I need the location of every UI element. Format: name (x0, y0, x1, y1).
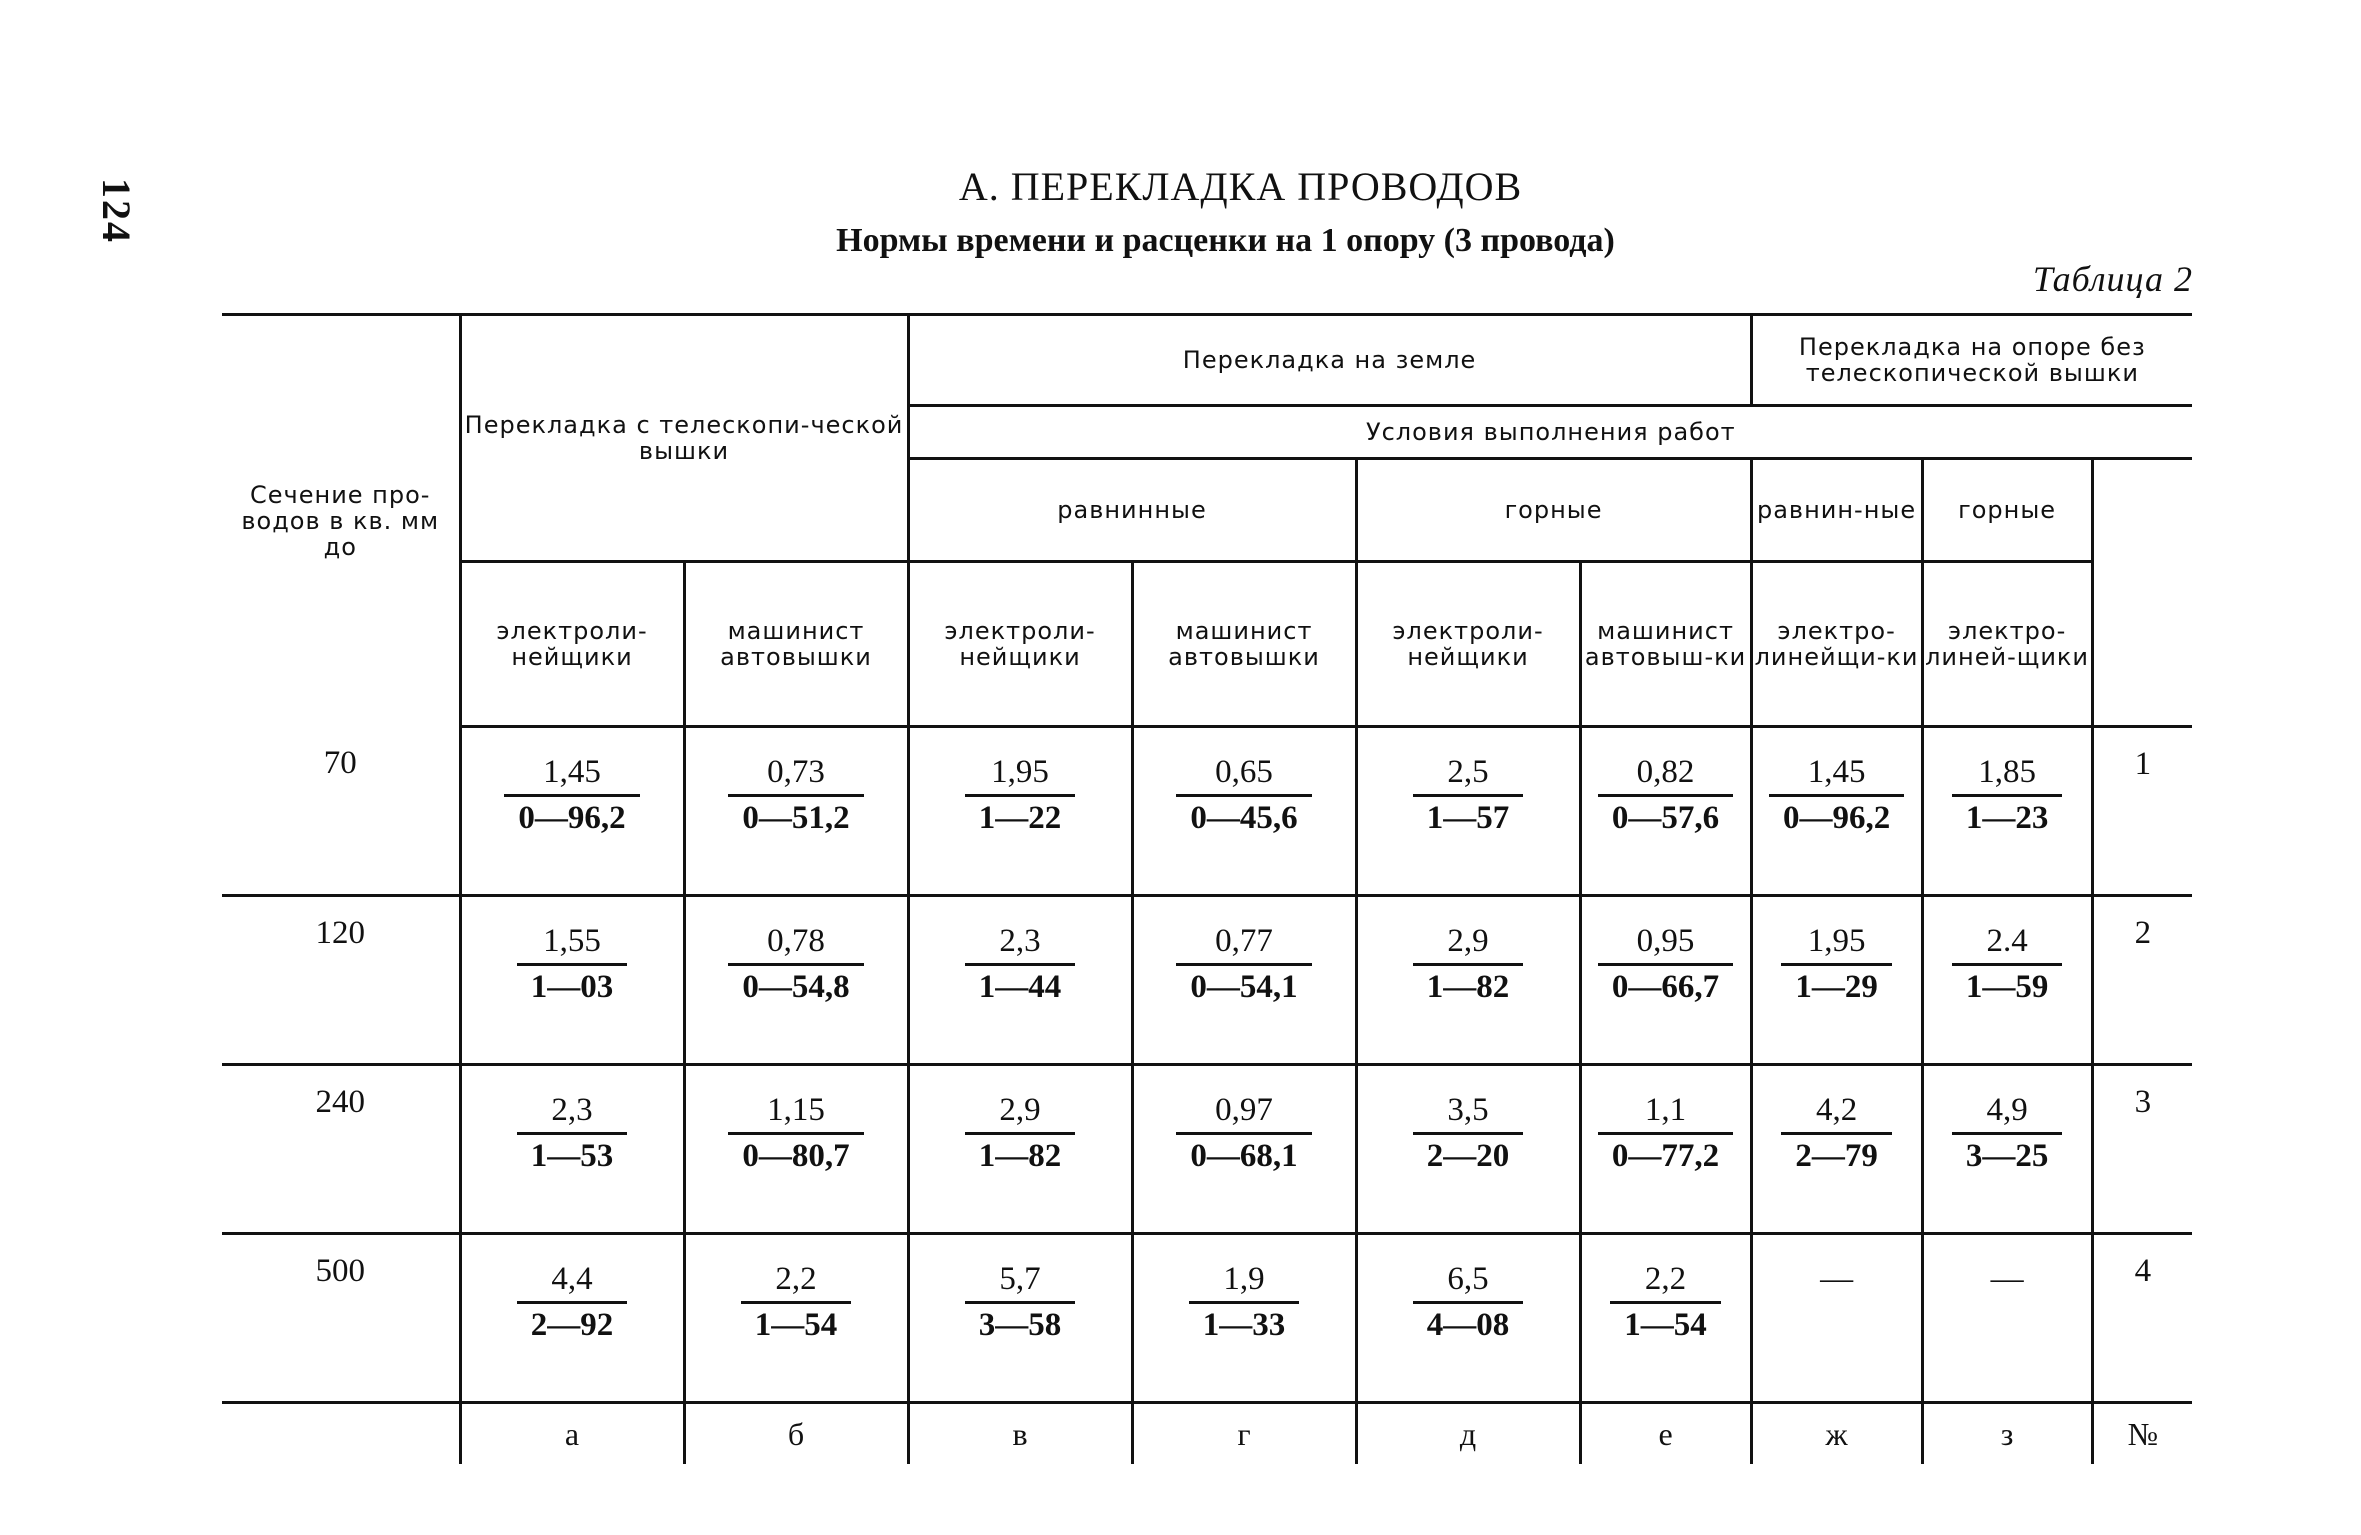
norm-cell (908, 896, 1132, 1065)
column-letter: б (684, 1403, 908, 1465)
norm-value: 1,9 (1189, 1261, 1300, 1304)
telescopic-group-header: Перекладка с телескопи-ческой вышки (460, 315, 908, 562)
rate-value: 1—44 (978, 968, 1062, 1005)
pole-flat-header: равнин-ные (1751, 459, 1922, 562)
norm-cell (684, 727, 908, 896)
row-number: 3 (2092, 1065, 2192, 1234)
norm-value: 0,77 (1176, 923, 1311, 966)
norm-cell (684, 896, 908, 1065)
norm-value: 1,1 (1598, 1092, 1733, 1135)
section-value: 500 (222, 1234, 460, 1403)
profession-header: машинист автовышки (1132, 562, 1356, 727)
rate-value: 0—96,2 (518, 799, 626, 836)
rate-value: 1—53 (530, 1137, 614, 1174)
norm-value: 0,97 (1176, 1092, 1311, 1135)
rate-value: 1—03 (530, 968, 614, 1005)
section-value: 120 (222, 896, 460, 1065)
table-subtitle: Нормы времени и расценки на 1 опору (3 провода) (836, 222, 1615, 259)
rate-value: 1—29 (1795, 968, 1878, 1005)
norm-value: 2,3 (517, 1092, 628, 1135)
norm-value: 4,2 (1781, 1092, 1892, 1135)
norm-cell (684, 1065, 908, 1234)
rate-value: 2—79 (1795, 1137, 1878, 1174)
rate-value: 1—22 (978, 799, 1062, 836)
rate-value: 2—92 (530, 1306, 614, 1343)
norm-value: 0,82 (1598, 754, 1733, 797)
norm-value: 2,5 (1413, 754, 1524, 797)
norm-value: 2,9 (1413, 923, 1524, 966)
profession-header: электро-линей-щики (1922, 562, 2092, 727)
ground-flat-header: равнинные (908, 459, 1356, 562)
norm-value: 1,95 (1781, 923, 1892, 966)
norm-cell (684, 1234, 908, 1403)
row-number: 4 (2092, 1234, 2192, 1403)
rate-value: 3—25 (1965, 1137, 2049, 1174)
norm-cell (1751, 1065, 1922, 1234)
norm-cell (1751, 896, 1922, 1065)
column-letter: е (1580, 1403, 1751, 1465)
norm-value: 0,73 (728, 754, 863, 797)
norm-cell (460, 727, 684, 896)
rate-value: 1—23 (1965, 799, 2049, 836)
norm-value: 0,78 (728, 923, 863, 966)
row-number: 2 (2092, 896, 2192, 1065)
rate-value: 1—54 (1624, 1306, 1707, 1343)
norm-cell (908, 727, 1132, 896)
norm-value: 1,85 (1952, 754, 2063, 797)
norm-cell (1922, 727, 2092, 896)
norm-value: 1,45 (1769, 754, 1904, 797)
rate-value: 1—33 (1202, 1306, 1286, 1343)
table-label: Таблица 2 (2032, 259, 2193, 299)
empty-value-dash: — (1751, 1234, 1922, 1403)
column-letters-row (222, 1403, 2192, 1465)
norm-value: 2,2 (741, 1261, 852, 1304)
profession-header: машинист автовышки (684, 562, 908, 727)
norm-value: 1,95 (965, 754, 1076, 797)
profession-header: электро-линейщи-ки (1751, 562, 1922, 727)
norm-value: 2.4 (1952, 923, 2063, 966)
norm-cell (1922, 1065, 2092, 1234)
page-number: 124 (94, 178, 139, 244)
empty-value-dash: — (1922, 1234, 2092, 1403)
profession-header: машинист автовыш-ки (1580, 562, 1751, 727)
letter-spacer (222, 1403, 460, 1465)
norm-cell (1132, 896, 1356, 1065)
norm-value: 1,45 (504, 754, 639, 797)
norm-cell (1356, 1065, 1580, 1234)
norm-value: 2,2 (1610, 1261, 1721, 1304)
norm-value: 6,5 (1413, 1261, 1524, 1304)
column-letter: а (460, 1403, 684, 1465)
norm-cell (460, 896, 684, 1065)
rate-value: 0—57,6 (1611, 799, 1720, 836)
table-row (222, 1065, 2192, 1234)
table-row (222, 1234, 2192, 1403)
norm-cell (908, 1234, 1132, 1403)
number-column-header (2092, 459, 2192, 727)
norm-cell (1356, 1234, 1580, 1403)
section-value: 70 (323, 744, 357, 781)
rate-value: 0—54,8 (742, 968, 850, 1005)
norm-cell (1132, 1065, 1356, 1234)
norm-value: 4,9 (1952, 1092, 2063, 1135)
conditions-header: Условия выполнения работ (908, 406, 2192, 459)
rate-value: 1—57 (1426, 799, 1510, 836)
norm-cell (1580, 896, 1751, 1065)
rate-value: 1—59 (1965, 968, 2049, 1005)
rate-value: 0—80,7 (742, 1137, 850, 1174)
norm-value: 3,5 (1413, 1092, 1524, 1135)
norm-cell (1132, 1234, 1356, 1403)
profession-header: электроли-нейщики (1356, 562, 1580, 727)
norm-cell (1580, 1234, 1751, 1403)
ground-mountain-header: горные (1356, 459, 1751, 562)
column-letter: д (1356, 1403, 1580, 1465)
pole-mountain-header: горные (1922, 459, 2092, 562)
norms-table (222, 313, 2192, 1464)
ground-group-header: Перекладка на земле (908, 315, 1751, 406)
rate-value: 0—77,2 (1611, 1137, 1720, 1174)
norm-cell (460, 1234, 684, 1403)
profession-header: электроли-нейщики (908, 562, 1132, 727)
norm-cell (1356, 896, 1580, 1065)
norm-cell (1751, 727, 1922, 896)
rate-value: 2—20 (1426, 1137, 1510, 1174)
table-row (222, 727, 2192, 896)
column-letter: г (1132, 1403, 1356, 1465)
norm-value: 1,15 (728, 1092, 863, 1135)
table-row (222, 896, 2192, 1065)
rate-value: 3—58 (978, 1306, 1062, 1343)
norm-cell (460, 1065, 684, 1234)
norm-value: 2,3 (965, 923, 1076, 966)
rate-value: 0—54,1 (1190, 968, 1298, 1005)
norm-value: 2,9 (965, 1092, 1076, 1135)
section-column-header: Сечение про-водов в кв. мм до (222, 315, 460, 727)
column-letter: ж (1751, 1403, 1922, 1465)
norm-cell (1580, 1065, 1751, 1234)
profession-header: электроли-нейщики (460, 562, 684, 727)
norm-cell (908, 1065, 1132, 1234)
norm-value: 1,55 (517, 923, 628, 966)
pole-group-header: Перекладка на опоре без телескопической вышки (1751, 315, 2192, 406)
norm-cell (1580, 727, 1751, 896)
norm-cell (1132, 727, 1356, 896)
norm-cell (1356, 727, 1580, 896)
row-number: 1 (2092, 727, 2192, 896)
section-title: А. ПЕРЕКЛАДКА ПРОВОДОВ (958, 164, 1523, 209)
column-letter: з (1922, 1403, 2092, 1465)
rate-value: 1—54 (754, 1306, 838, 1343)
rate-value: 0—96,2 (1782, 799, 1891, 836)
norm-cell (1922, 896, 2092, 1065)
rate-value: 1—82 (1426, 968, 1510, 1005)
rate-value: 0—68,1 (1190, 1137, 1298, 1174)
rate-value: 0—45,6 (1190, 799, 1298, 836)
column-letter: в (908, 1403, 1132, 1465)
rate-value: 4—08 (1426, 1306, 1510, 1343)
norm-value: 5,7 (965, 1261, 1076, 1304)
norm-value: 0,65 (1176, 754, 1311, 797)
section-value: 240 (222, 1065, 460, 1234)
rate-value: 1—82 (978, 1137, 1062, 1174)
number-sign: № (2092, 1403, 2192, 1465)
norm-value: 0,95 (1598, 923, 1733, 966)
rate-value: 0—66,7 (1611, 968, 1720, 1005)
norm-value: 4,4 (517, 1261, 628, 1304)
rate-value: 0—51,2 (742, 799, 850, 836)
